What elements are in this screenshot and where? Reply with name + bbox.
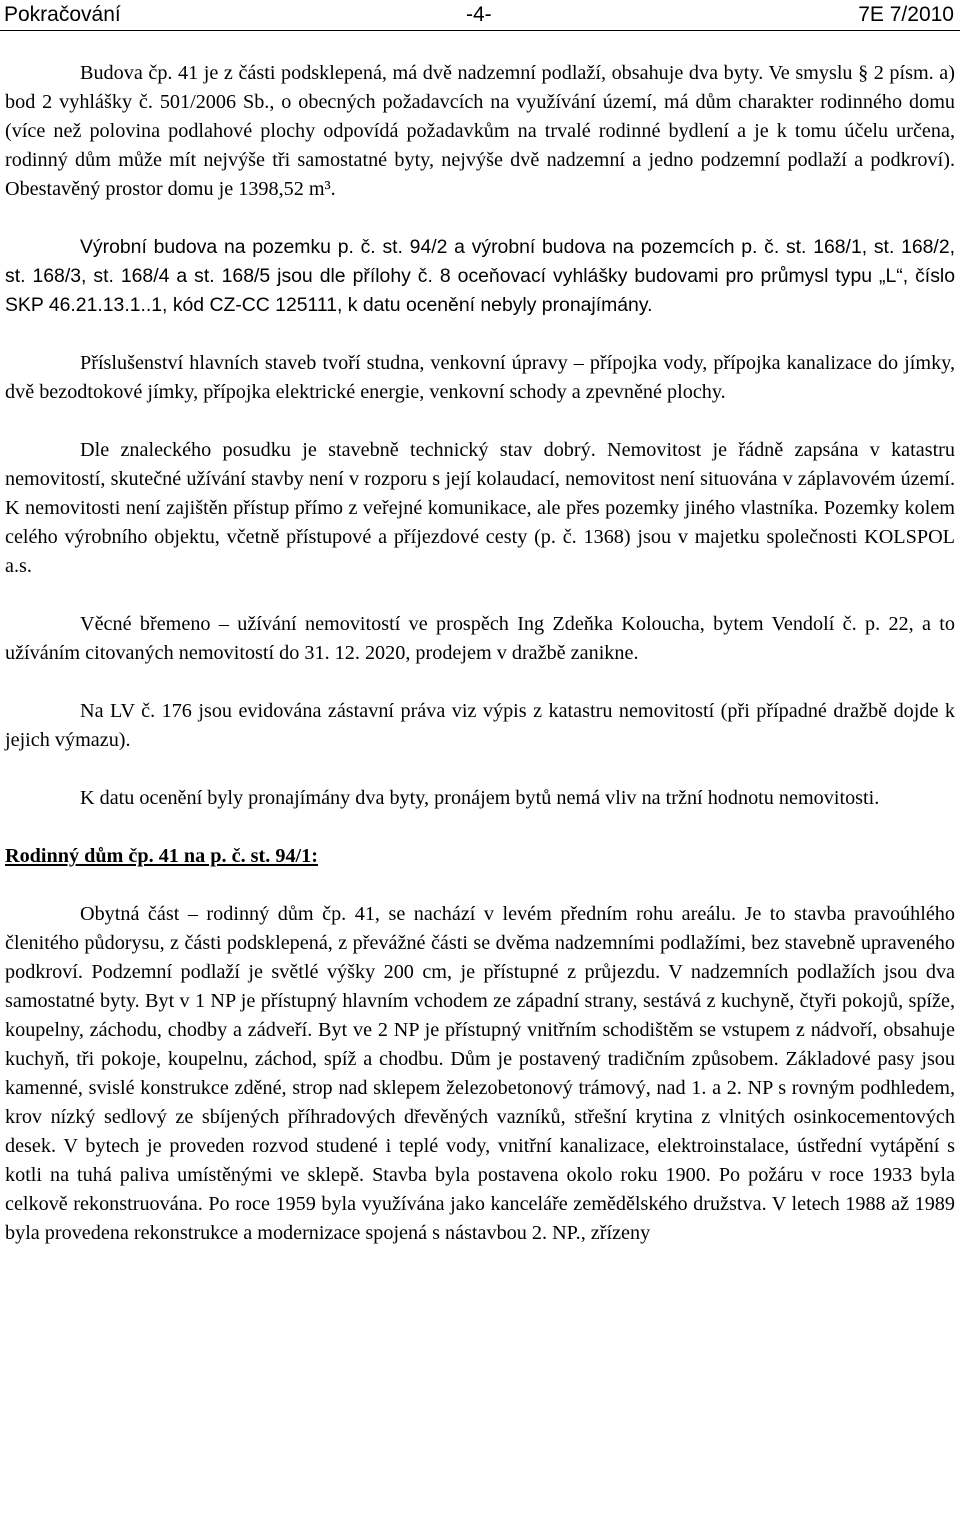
- paragraph-accessories: Příslušenství hlavních staveb tvoří studna, venkovní úpravy – přípojka vody, přípojka kanalizace do jímky, dvě bezodtokové jímky, přípojka elektrické energie, venkovní schody a zpevněné plochy.: [5, 352, 955, 403]
- paragraph-building-description: Budova čp. 41 je z části podsklepená, má dvě nadzemní podlaží, obsahuje dva byty. Ve smyslu § 2 písm. a) bod 2 vyhlášky č. 501/2006 Sb., o obecných požadavcích na využívání území, má dům charakter rodinného domu (více než polovina podlahové plochy odpovídá požadavkům na trvalé rodinné bydlení a je k tomu účelu určena, rodinný dům může mít nejvýše tři samostatné byty, nejvýše dvě nadzemní a jedno podzemní podlaží a podkroví). Obestavěný prostor domu je 1398,52 m³.: [5, 62, 955, 200]
- case-number: 7E 7/2010: [858, 3, 954, 26]
- document-body: [5, 59, 955, 1248]
- page-header: [0, 0, 960, 31]
- header-continuation-label: Pokračování: [4, 3, 121, 26]
- section-heading: Rodinný dům čp. 41 na p. č. st. 94/1:: [5, 845, 318, 867]
- paragraph-easement: Věcné břemeno – užívání nemovitostí ve prospěch Ing Zdeňka Koloucha, bytem Vendolí č. p. 22, a to užíváním citovaných nemovitostí do 31. 12. 2020, prodejem v dražbě zanikne.: [5, 613, 955, 664]
- paragraph-rental: K datu ocenění byly pronajímány dva byty, pronájem bytů nemá vliv na tržní hodnotu nemovitosti.: [80, 787, 880, 809]
- paragraph-family-house: Obytná část – rodinný dům čp. 41, se nachází v levém předním rohu areálu. Je to stavba pravoúhlého členitého půdorysu, z části podsklepená, z převážné části se dvěma nadzemními podlažími, bez stavebně upraveného podkroví. Podzemní podlaží je světlé výšky 200 cm, je přístupné z průjezdu. V nadzemních podlažích jsou dva samostatné byty. Byt v 1 NP je přístupný hlavním vchodem ze západní strany, sestává z kuchyně, čtyři pokojů, spíže, koupelny, záchodu, chodby a zádveří. Byt ve 2 NP je přístupný vnitřním schodištěm se vstupem z nádvoří, obsahuje kuchyň, tři pokoje, koupelnu, záchod, spíž a chodbu. Dům je postavený tradičním způsobem. Základové pasy jsou kamenné, svislé konstrukce zděné, strop nad sklepem železobetonový trámový, nad 1. a 2. NP s rovným podhledem, krov nízký sedlový ze sbíjených příhradových dřevěných vazníků, střešní krytina z vlnitých osinkocementových desek. V bytech je proveden rozvod studené i teplé vody, vnitřní kanalizace, elektroinstalace, ústřední vytápění s kotli na tuhá paliva umístěnými ve sklepě. Stavba byla postavena okolo roku 1900. Po požáru v roce 1933 byla celkově rekonstruována. Po roce 1959 byla využívána jako kanceláře zemědělského družstva. V letech 1988 až 1989 byla provedena rekonstrukce a modernizace spojená s nástavbou 2. NP., zřízeny: [5, 903, 955, 1244]
- paragraph-liens: Na LV č. 176 jsou evidována zástavní práva viz výpis z katastru nemovitostí (při případné dražbě dojde k jejich výmazu).: [5, 700, 955, 751]
- paragraph-production-building: Výrobní budova na pozemku p. č. st. 94/2 a výrobní budova na pozemcích p. č. st. 168/1, st. 168/2, st. 168/3, st. 168/4 a st. 168/5 jsou dle přílohy č. 8 oceňovací vyhlášky budovami pro průmysl typu „L“, číslo SKP 46.21.13.1..1, kód CZ-CC 125111, k datu ocenění nebyly pronajímány.: [5, 236, 955, 316]
- page-number: -4-: [466, 3, 492, 26]
- paragraph-technical-state: Dle znaleckého posudku je stavebně technický stav dobrý. Nemovitost je řádně zapsána v katastru nemovitostí, skutečné užívání stavby není v rozporu s její kolaudací, nemovitost není situována v záplavovém území. K nemovitosti není zajištěn přístup přímo z veřejné komunikace, ale přes pozemky jiného vlastníka. Pozemky kolem celého výrobního objektu, včetně přístupové a příjezdové cesty (p. č. 1368) jsou v majetku společnosti KOLSPOL a.s.: [5, 439, 955, 577]
